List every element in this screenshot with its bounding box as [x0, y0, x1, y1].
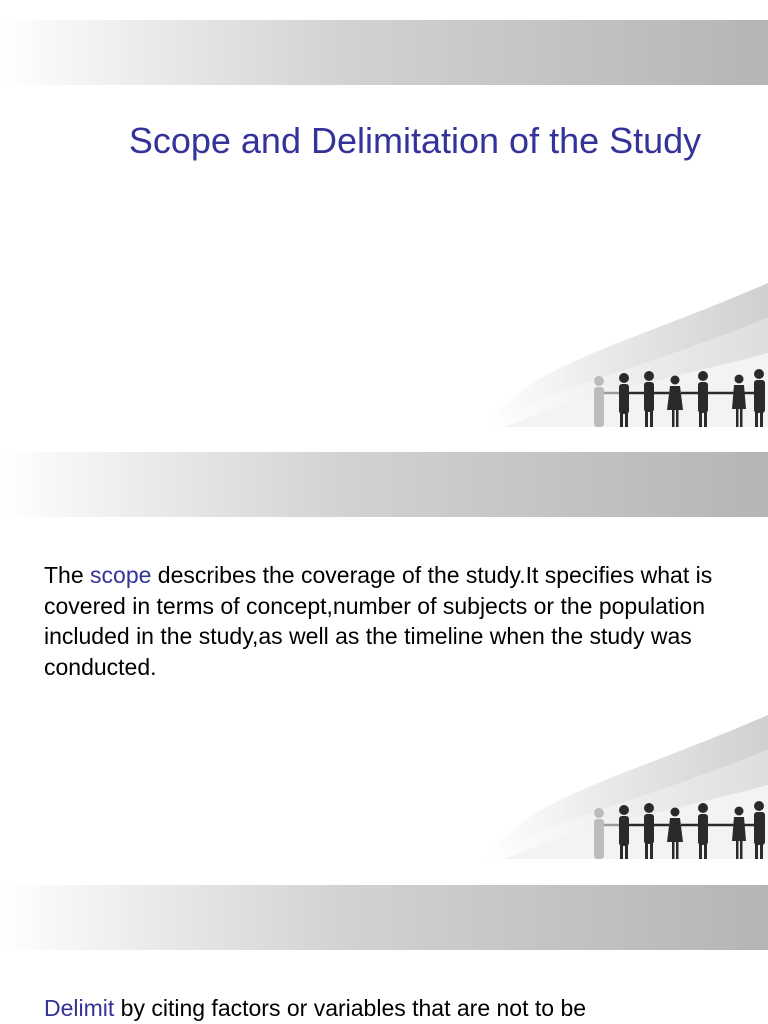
header-band — [0, 452, 768, 517]
people-holding-hands-graphic — [486, 275, 768, 427]
scope-definition-paragraph — [44, 560, 724, 682]
scope-lead-word: The — [44, 562, 91, 588]
slide-3 — [0, 865, 768, 1024]
slide-title: Scope and Delimitation of the Study — [128, 120, 702, 161]
people-holding-hands-graphic — [486, 707, 768, 859]
delimitation-paragraph — [44, 993, 724, 1024]
scope-definition-text: describes the coverage of the study.It specifies what is covered in terms of concept,number of subjects or the population included in the study,as well as the timeline when the study was conducted. — [44, 562, 713, 680]
slide-1 — [0, 0, 768, 432]
header-band — [0, 20, 768, 85]
slide-2 — [0, 432, 768, 864]
scope-term: scope — [90, 562, 152, 588]
header-band — [0, 885, 768, 950]
delimitation-text: by citing factors or variables that are not to be — [114, 995, 587, 1021]
delimit-term: Delimit — [44, 995, 115, 1021]
